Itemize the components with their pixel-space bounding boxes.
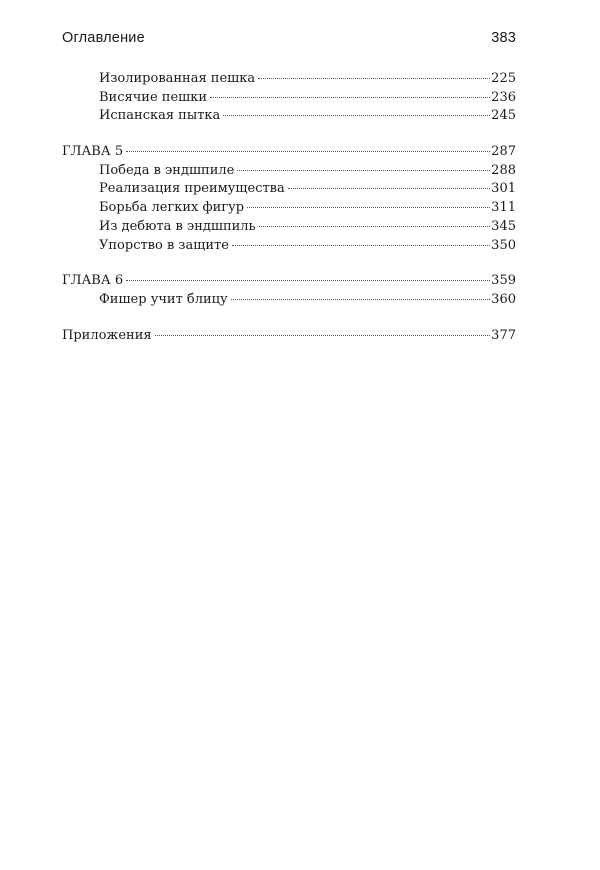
toc-entry-page: 225	[491, 71, 516, 86]
dot-leader	[223, 115, 490, 116]
dot-leader	[259, 226, 491, 227]
toc-chapter-title: Приложения	[62, 327, 152, 343]
toc-entry-title: Борьба легких фигур	[99, 200, 245, 216]
section-title: Оглавление	[62, 30, 145, 46]
toc-entry-title: Фишер учит блицу	[99, 291, 228, 307]
page-number: 383	[491, 30, 516, 46]
toc-chapter-title: ГЛАВА 5	[62, 144, 124, 160]
toc-entry-title: Из дебюта в эндшпиль	[99, 218, 256, 234]
toc-entry-title: Изолированная пешка	[99, 71, 256, 86]
toc-entry	[62, 89, 516, 108]
dot-leader	[126, 280, 490, 281]
dot-leader	[237, 170, 490, 171]
dot-leader	[210, 97, 490, 98]
toc-entry	[62, 162, 516, 181]
toc-entry	[62, 70, 516, 89]
dot-leader	[126, 151, 490, 152]
toc-entry-title: Победа в эндшпиле	[99, 162, 235, 178]
running-head	[62, 30, 516, 50]
toc-entry-page: 345	[491, 218, 516, 234]
toc-entry-title: Испанская пытка	[99, 108, 221, 124]
toc-group	[62, 327, 516, 346]
toc-entry-title: Реализация преимущества	[99, 181, 285, 197]
toc-group	[62, 70, 516, 126]
toc-entry-title: Упорство в защите	[99, 237, 229, 253]
toc-entry	[62, 291, 516, 310]
toc-entry-page: 360	[491, 291, 516, 307]
toc-chapter-entry	[62, 143, 516, 162]
table-of-contents	[62, 70, 516, 362]
toc-chapter-title: ГЛАВА 6	[62, 273, 124, 289]
toc-entry	[62, 199, 516, 218]
toc-entry-page: 288	[491, 162, 516, 178]
toc-entry-page: 301	[491, 181, 516, 197]
toc-group	[62, 143, 516, 255]
dot-leader	[288, 188, 490, 189]
dot-leader	[247, 207, 490, 208]
dot-leader	[155, 335, 491, 336]
toc-chapter-entry	[62, 327, 516, 346]
toc-entry-page: 350	[491, 237, 516, 253]
toc-entry	[62, 180, 516, 199]
toc-entry	[62, 237, 516, 256]
dot-leader	[258, 78, 490, 79]
toc-entry	[62, 107, 516, 126]
toc-entry	[62, 218, 516, 237]
toc-chapter-entry	[62, 272, 516, 291]
toc-entry-page: 377	[491, 327, 516, 343]
toc-entry-page: 359	[491, 273, 516, 289]
toc-group	[62, 272, 516, 309]
toc-entry-page: 236	[491, 89, 516, 105]
toc-entry-title: Висячие пешки	[99, 89, 208, 105]
toc-entry-page: 311	[491, 200, 516, 216]
dot-leader	[232, 245, 490, 246]
toc-entry-page: 287	[491, 144, 516, 160]
toc-entry-page: 245	[491, 108, 516, 124]
dot-leader	[231, 299, 490, 300]
